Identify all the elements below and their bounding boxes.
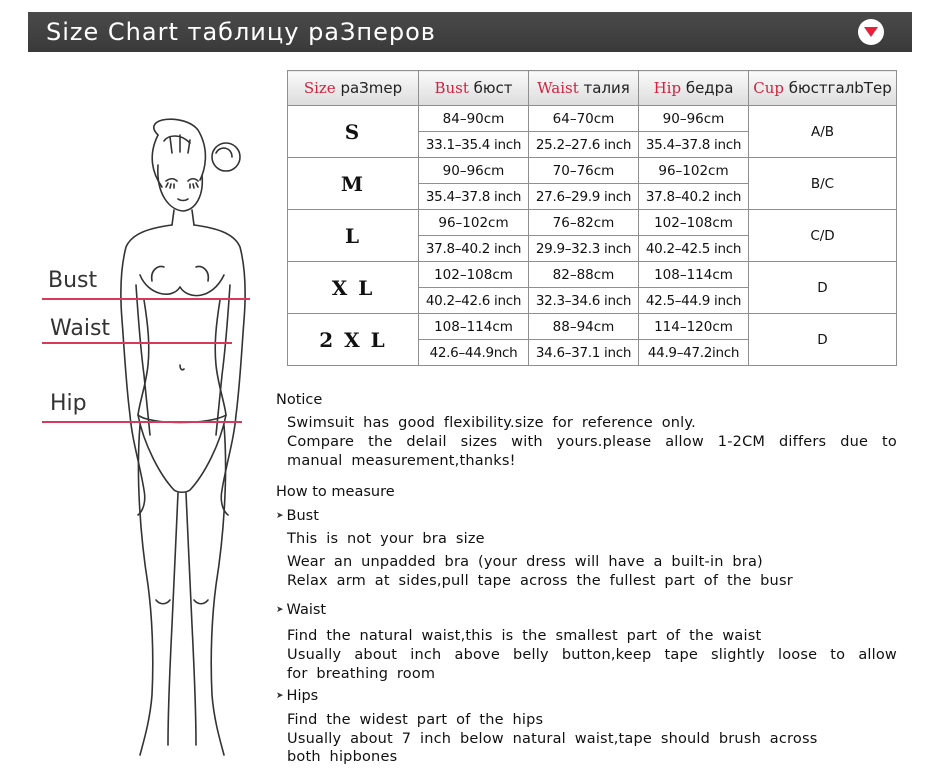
cup-cell: D: [749, 314, 897, 366]
cup-cell: A/B: [749, 106, 897, 158]
waist-inch-cell: 34.6–37.1 inch: [529, 340, 639, 366]
waist-inch-cell: 32.3–34.6 inch: [529, 288, 639, 314]
bust-label: Bust: [48, 268, 98, 293]
bust-inch-cell: 40.2–42.6 inch: [419, 288, 529, 314]
size-cell: 2 X L: [288, 314, 419, 366]
waist-cm-cell: 76–82cm: [529, 210, 639, 236]
size-cell: L: [288, 210, 419, 262]
woman-figure-illustration: [40, 95, 280, 775]
hip-cm-cell: 114–120cm: [639, 314, 749, 340]
header-cup: Cup бюстгалbТер: [749, 71, 897, 106]
waist-subheading: [276, 602, 326, 618]
waist-inch-cell: 27.6–29.9 inch: [529, 184, 639, 210]
bust-inch-cell: 42.6–44.9nch: [419, 340, 529, 366]
table-row: [288, 262, 897, 288]
hip-inch-cell: 35.4–37.8 inch: [639, 132, 749, 158]
arrow-right-icon: ➤: [276, 691, 284, 701]
bust-cm-cell: 102–108cm: [419, 262, 529, 288]
header-waist: Waist талия: [529, 71, 639, 106]
bust-line-1: This is not your bra size: [287, 531, 485, 547]
waist-inch-cell: 29.9–32.3 inch: [529, 236, 639, 262]
size-cell: M: [288, 158, 419, 210]
banner-title: Size Chart таблицу раЗперов: [46, 18, 436, 46]
bust-line-2: Wear an unpadded bra (your dress will have a built-in bra): [287, 554, 763, 570]
bust-subheading: [276, 508, 319, 524]
waist-cm-cell: 64–70cm: [529, 106, 639, 132]
table-row: [288, 210, 897, 236]
waist-cm-cell: 88–94cm: [529, 314, 639, 340]
header-banner: [28, 12, 912, 52]
waist-cm-cell: 82–88cm: [529, 262, 639, 288]
notice-line-3: manual measurement,thanks!: [287, 453, 516, 469]
bust-cm-cell: 108–114cm: [419, 314, 529, 340]
hip-cm-cell: 96–102cm: [639, 158, 749, 184]
bust-inch-cell: 37.8–40.2 inch: [419, 236, 529, 262]
notice-line-2: Compare the delail sizes with yours.please allow 1-2CM differs due to: [287, 434, 897, 450]
hip-inch-cell: 44.9–47.2inch: [639, 340, 749, 366]
cup-cell: D: [749, 262, 897, 314]
cup-cell: C/D: [749, 210, 897, 262]
bust-line: [42, 298, 250, 300]
hip-inch-cell: 42.5–44.9 inch: [639, 288, 749, 314]
cup-cell: B/C: [749, 158, 897, 210]
notice-line-1: Swimsuit has good flexibility.size for reference only.: [287, 415, 696, 431]
bust-line-3: Relax arm at sides,pull tape across the fullest part of the busr: [287, 573, 793, 589]
hips-subheading: [276, 688, 318, 704]
bust-inch-cell: 33.1–35.4 inch: [419, 132, 529, 158]
hips-line-3: both hipbones: [287, 749, 398, 765]
hips-line-1: Find the widest part of the hips: [287, 712, 544, 728]
hip-cm-cell: 90–96cm: [639, 106, 749, 132]
hip-label: Hip: [50, 391, 87, 416]
table-row: [288, 106, 897, 132]
header-hip: Hip бедра: [639, 71, 749, 106]
expand-button[interactable]: [858, 19, 884, 45]
waist-inch-cell: 25.2–27.6 inch: [529, 132, 639, 158]
table-header-row: [288, 71, 897, 106]
bust-subheading-label: Bust: [286, 508, 319, 524]
table-row: [288, 314, 897, 340]
size-cell: X L: [288, 262, 419, 314]
waist-subheading-label: Waist: [286, 602, 327, 618]
bust-cm-cell: 96–102cm: [419, 210, 529, 236]
body-figure: [40, 95, 280, 775]
waist-line-1: Find the natural waist,this is the smallest part of the waist: [287, 628, 762, 644]
header-bust: Bust бюст: [419, 71, 529, 106]
waist-line-3: for breathing room: [287, 666, 436, 682]
waist-line-2: Usually about inch above belly button,keep tape slightly loose to allow: [287, 647, 897, 663]
chevron-down-icon: [864, 27, 878, 37]
notice-title: Notice: [276, 392, 323, 408]
waist-cm-cell: 70–76cm: [529, 158, 639, 184]
hip-line: [42, 421, 242, 423]
arrow-right-icon: ➤: [276, 605, 284, 615]
hip-inch-cell: 37.8–40.2 inch: [639, 184, 749, 210]
header-size: Size paЗmep: [288, 71, 419, 106]
waist-line: [42, 342, 232, 344]
size-cell: S: [288, 106, 419, 158]
bust-inch-cell: 35.4–37.8 inch: [419, 184, 529, 210]
size-chart-table: [287, 70, 897, 366]
hip-inch-cell: 40.2–42.5 inch: [639, 236, 749, 262]
arrow-right-icon: ➤: [276, 511, 284, 521]
table-row: [288, 158, 897, 184]
hip-cm-cell: 108–114cm: [639, 262, 749, 288]
howto-title: How to measure: [276, 484, 395, 500]
hips-subheading-label: Hips: [286, 688, 319, 704]
hip-cm-cell: 102–108cm: [639, 210, 749, 236]
bust-cm-cell: 90–96cm: [419, 158, 529, 184]
bust-cm-cell: 84–90cm: [419, 106, 529, 132]
hips-line-2: Usually about 7 inch below natural waist,tape should brush across: [287, 731, 818, 747]
waist-label: Waist: [50, 316, 111, 341]
